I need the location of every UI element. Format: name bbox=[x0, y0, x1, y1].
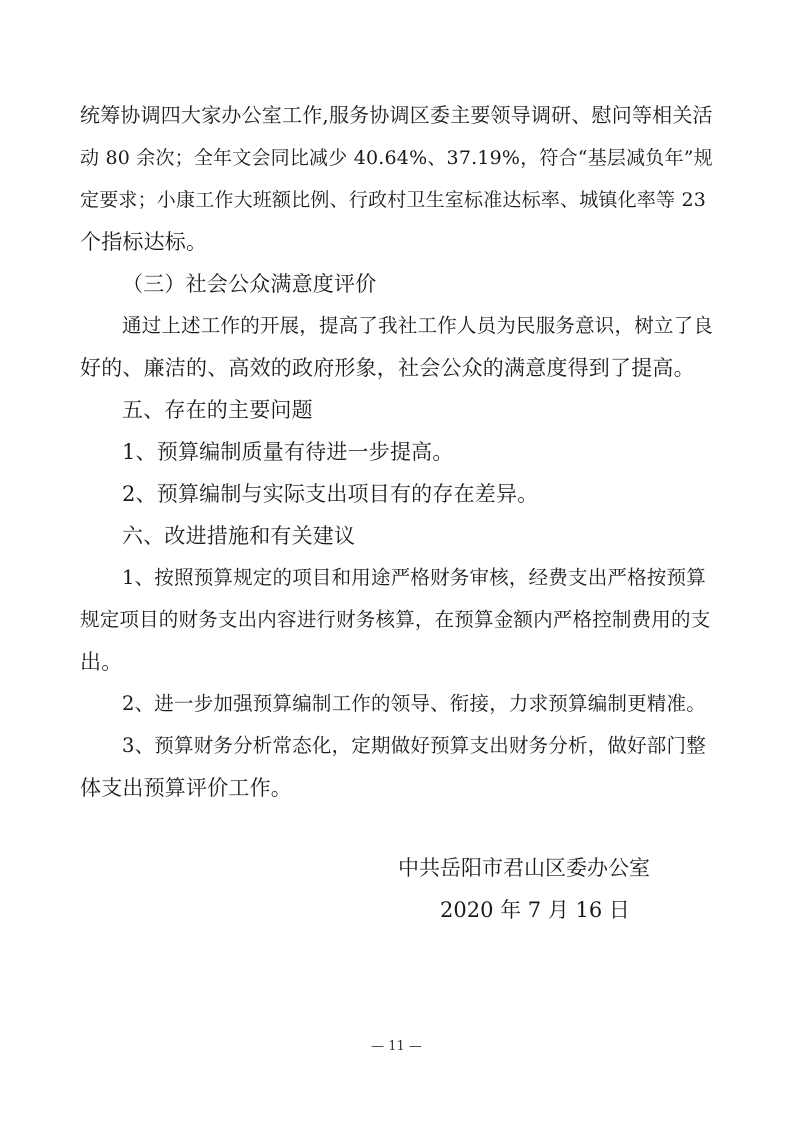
paragraph-line: 通过上述工作的开展，提高了我社工作人员为民服务意识，树立了良 bbox=[122, 314, 714, 337]
paragraph-line: 个指标达标。 bbox=[80, 230, 208, 254]
paragraph-line: 动 80 余次；全年文会同比减少 40.64%、37.19%，符合“基层减负年”规 bbox=[80, 147, 713, 169]
paragraph-line: 好的、廉洁的、高效的政府形象，社会公众的满意度得到了提高。 bbox=[80, 356, 695, 380]
list-item: 2、预算编制与实际支出项目有的存在差异。 bbox=[122, 482, 539, 506]
paragraph-line: 出。 bbox=[80, 650, 123, 674]
section-heading: 五、存在的主要问题 bbox=[122, 398, 313, 422]
paragraph-line: 统筹协调四大家办公室工作,服务协调区委主要领导调研、慰问等相关活 bbox=[80, 103, 713, 127]
list-item: 1、预算编制质量有待进一步提高。 bbox=[122, 440, 454, 464]
signature-org: 中共岳阳市君山区委办公室 bbox=[398, 856, 650, 880]
signature-date: 2020 年 7 月 16 日 bbox=[440, 898, 630, 922]
list-item: 2、进一步加强预算编制工作的领导、衔接，力求预算编制更精准。 bbox=[122, 692, 706, 715]
section-heading: 六、改进措施和有关建议 bbox=[122, 524, 356, 548]
list-item: 1、按照预算规定的项目和用途严格财务审核，经费支出严格按预算 bbox=[122, 566, 706, 589]
paragraph-line: 定要求；小康工作大班额比例、行政村卫生室标准达标率、城镇化率等 23 bbox=[80, 189, 707, 211]
paragraph-line: 体支出预算评价工作。 bbox=[80, 776, 292, 800]
list-item: 3、预算财务分析常态化，定期做好预算支出财务分析，做好部门整 bbox=[122, 734, 706, 757]
section-heading: （三）社会公众满意度评价 bbox=[122, 272, 377, 296]
paragraph-line: 规定项目的财务支出内容进行财务核算，在预算金额内严格控制费用的支 bbox=[80, 608, 711, 631]
page-number: — 11 — bbox=[371, 1039, 422, 1054]
